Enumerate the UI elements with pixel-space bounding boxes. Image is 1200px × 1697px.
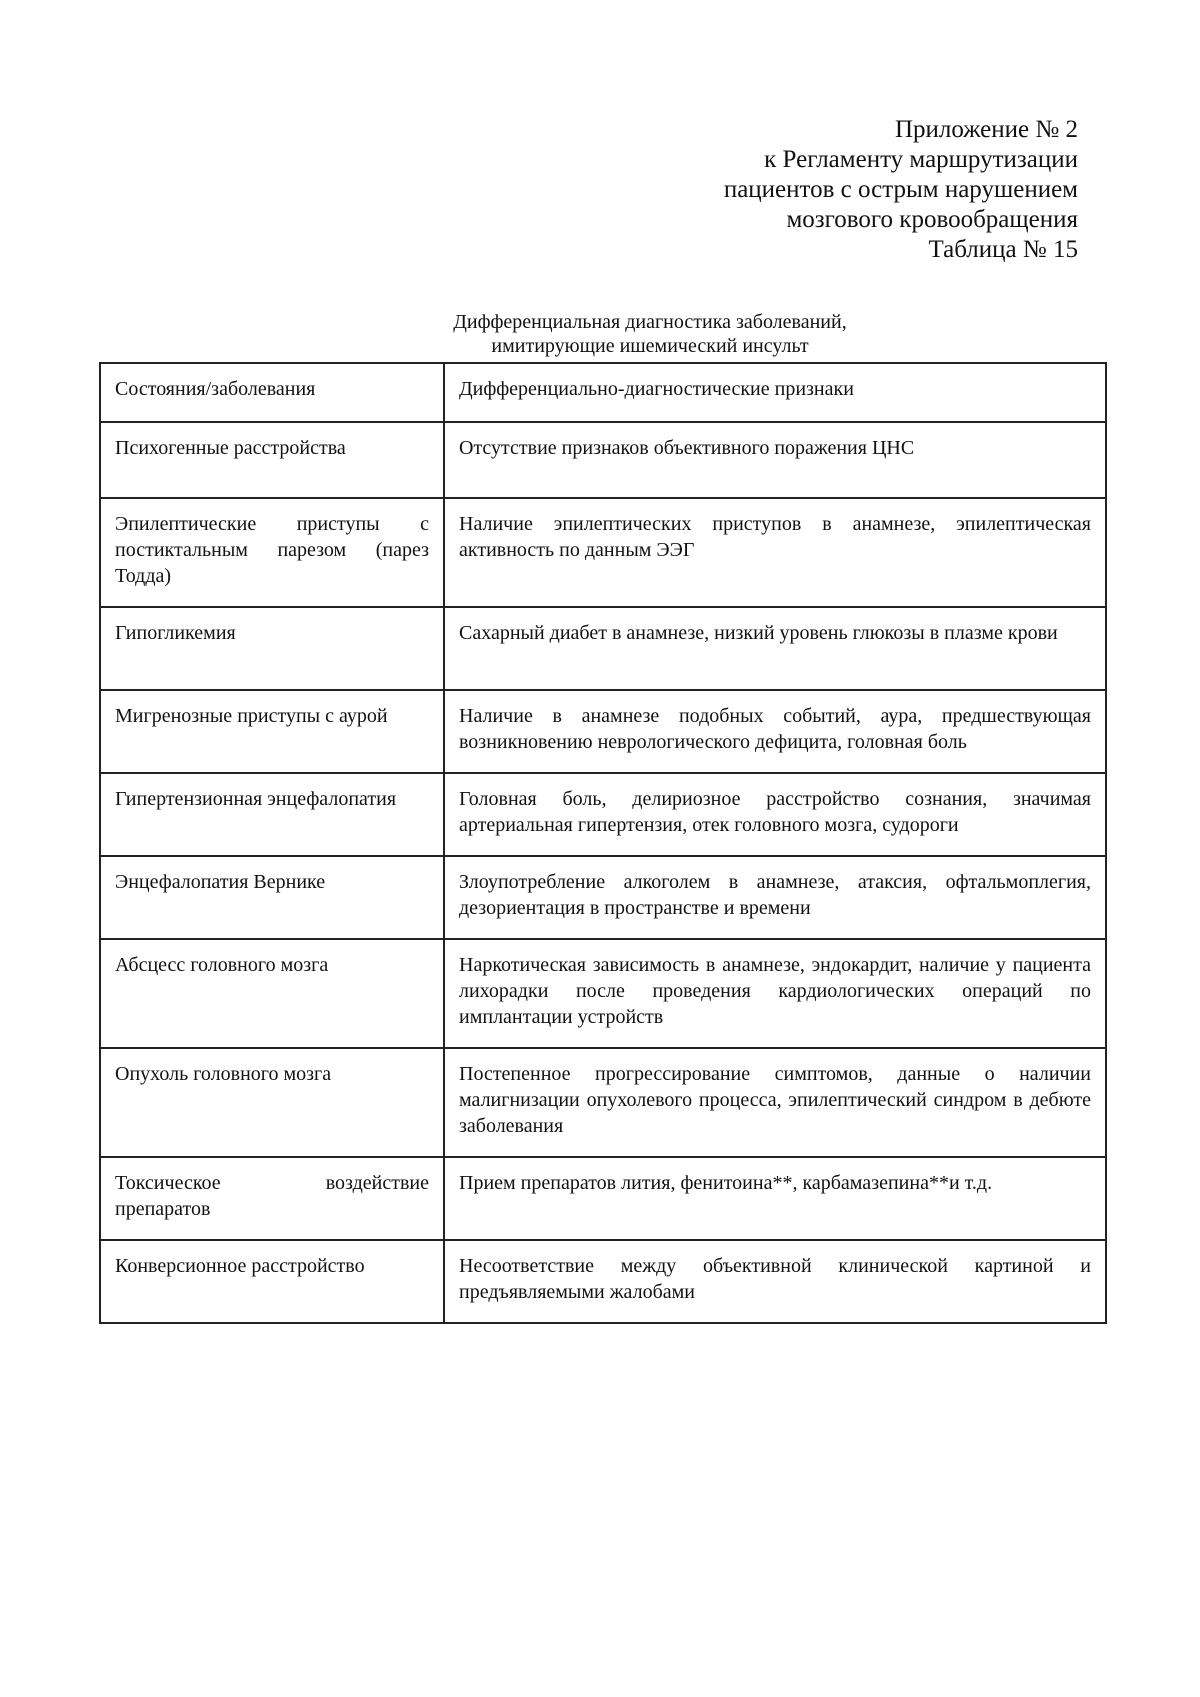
- condition-cell: Мигренозные приступы с аурой: [100, 690, 444, 773]
- signs-cell: Сахарный диабет в анамнезе, низкий уровень глюкозы в плазме крови: [444, 607, 1106, 690]
- table-row: [100, 498, 1106, 607]
- table-row: [100, 1048, 1106, 1157]
- signs-cell: Головная боль, делириозное расстройство сознания, значимая артериальная гипертензия, отек головного мозга, судороги: [444, 773, 1106, 856]
- table-row: [100, 939, 1106, 1048]
- appendix-regulation-line: к Регламенту маршрутизации: [764, 146, 1078, 173]
- table-row: [100, 690, 1106, 773]
- condition-cell: Абсцесс головного мозга: [100, 939, 444, 1048]
- appendix-patients-line: пациентов с острым нарушением: [723, 176, 1078, 203]
- signs-cell: Злоупотребление алкоголем в анамнезе, атаксия, офтальмоплегия, дезориентация в пространстве и времени: [444, 856, 1106, 939]
- signs-cell: Прием препаратов лития, фенитоина**, карбамазепина**и т.д.: [444, 1157, 1106, 1240]
- column-header-signs: Дифференциально-диагностические признаки: [444, 363, 1106, 422]
- condition-cell: Опухоль головного мозга: [100, 1048, 444, 1157]
- signs-cell: Отсутствие признаков объективного поражения ЦНС: [444, 422, 1106, 498]
- table-row: [100, 422, 1106, 498]
- table-row: [100, 1240, 1106, 1323]
- appendix-circulation-line: мозгового кровообращения: [786, 206, 1078, 233]
- signs-cell: Наличие эпилептических приступов в анамнезе, эпилептическая активность по данным ЭЭГ: [444, 498, 1106, 607]
- condition-cell: Эпилептические приступы с постиктальным парезом (парез Тодда): [100, 498, 444, 607]
- table-caption: [0, 310, 1200, 358]
- condition-cell: Токсическое воздействие препаратов: [100, 1157, 444, 1240]
- condition-cell: Гипертензионная энцефалопатия: [100, 773, 444, 856]
- signs-cell: Наркотическая зависимость в анамнезе, эндокардит, наличие у пациента лихорадки после проведения кардиологических операций по имплантации устройств: [444, 939, 1106, 1048]
- table-caption-line-1: Дифференциальная диагностика заболеваний,: [453, 311, 847, 333]
- table-row: [100, 607, 1106, 690]
- signs-cell: Несоответствие между объективной клинической картиной и предъявляемыми жалобами: [444, 1240, 1106, 1323]
- column-header-conditions: Состояния/заболевания: [100, 363, 444, 422]
- table-number: Таблица № 15: [928, 236, 1078, 263]
- condition-cell: Энцефалопатия Вернике: [100, 856, 444, 939]
- condition-cell: Конверсионное расстройство: [100, 1240, 444, 1323]
- table-row: [100, 773, 1106, 856]
- condition-cell: Психогенные расстройства: [100, 422, 444, 498]
- condition-cell: Гипогликемия: [100, 607, 444, 690]
- signs-cell: Постепенное прогрессирование симптомов, данные о наличии малигнизации опухолевого процесса, эпилептический синдром в дебюте заболевания: [444, 1048, 1106, 1157]
- differential-diagnosis-table: [99, 362, 1107, 1324]
- appendix-header: [724, 115, 1078, 265]
- table-header-row: [100, 363, 1106, 422]
- signs-cell: Наличие в анамнезе подобных событий, аура, предшествующая возникновению неврологического дефицита, головная боль: [444, 690, 1106, 773]
- table-caption-line-2: имитирующие ишемический инсульт: [491, 335, 809, 357]
- table-row: [100, 856, 1106, 939]
- table-row: [100, 1157, 1106, 1240]
- appendix-number: Приложение № 2: [894, 116, 1078, 143]
